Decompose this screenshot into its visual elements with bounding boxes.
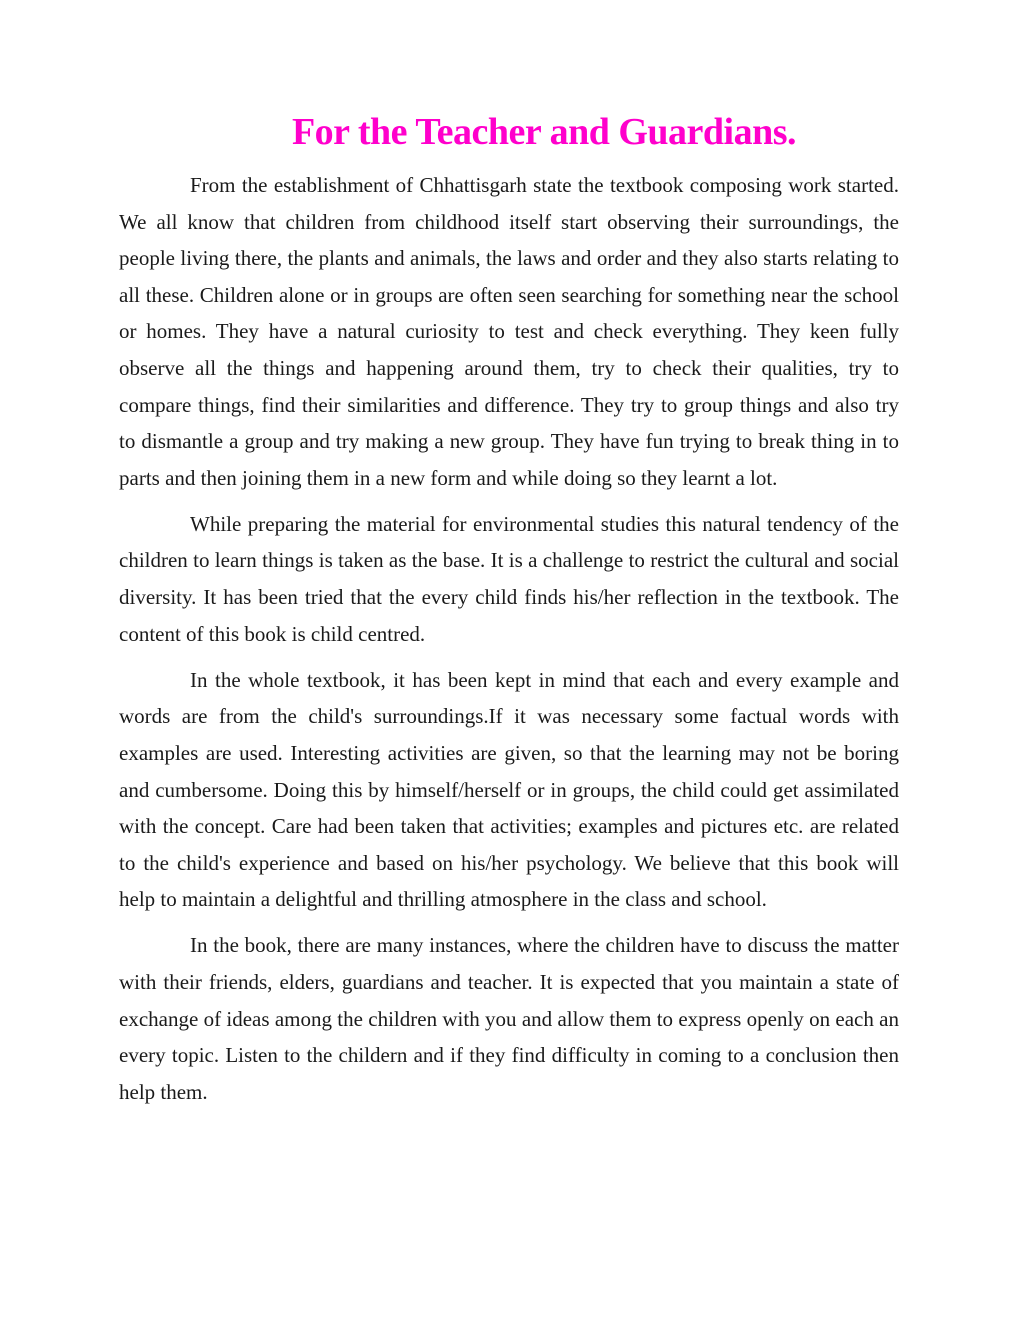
body-text [119, 167, 899, 1110]
paragraph: From the establishment of Chhattisgarh state the textbook composing work started. We all know that children from childhood itself start observing their surroundings, the people living there, the plants and animals, the laws and order and they also starts relating to all these. Children alone or in groups are often seen searching for something near the school or homes. They have a natural curiosity to test and check everything. They keen fully observe all the things and happening around them, try to check their qualities, try to compare things, find their similarities and difference. They try to group things and also try to dismantle a group and try making a new group. They have fun trying to break thing in to parts and then joining them in a new form and while doing so they learnt a lot. [119, 173, 899, 490]
page-title: For the Teacher and Guardians. [291, 111, 797, 153]
paragraph: While preparing the material for environmental studies this natural tendency of the children to learn things is taken as the base. It is a challenge to restrict the cultural and social diversity. It has been tried that the every child finds his/her reflection in the textbook. The content of this book is child centred. [119, 511, 899, 646]
paragraph: In the book, there are many instances, where the children have to discuss the matter with their friends, elders, guardians and teacher. It is expected that you maintain a state of exchange of ideas among the children with you and allow them to express openly on each an every topic. Listen to the childern and if they find difficulty in coming to a conclusion then help them. [119, 933, 899, 1104]
paragraph: In the whole textbook, it has been kept in mind that each and every example and words are from the child's surroundings.If it was necessary some factual words with examples are used. Interesting activities are given, so that the learning may not be boring and cumbersome. Doing this by himself/herself or in groups, the child could get assimilated with the concept. Care had been taken that activities; examples and pictures etc. are related to the child's experience and based on his/her psychology. We believe that this book will help to maintain a delightful and thrilling atmosphere in the class and school. [119, 667, 899, 912]
